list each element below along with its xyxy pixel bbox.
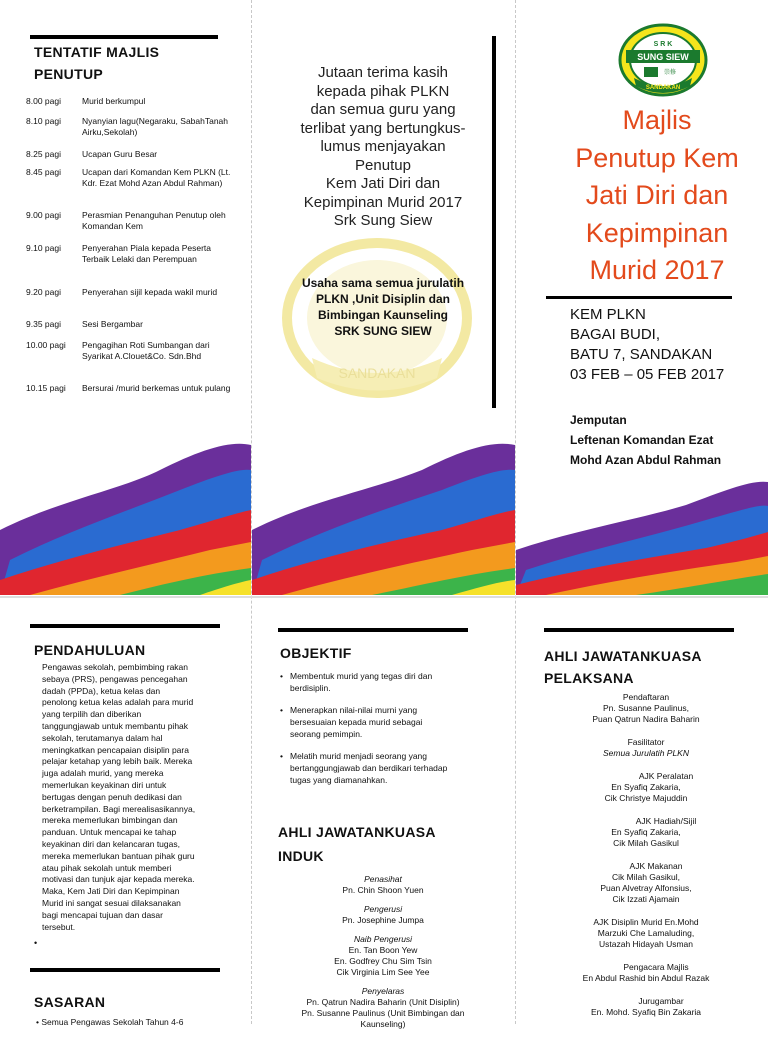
ajk-block (546, 962, 746, 984)
objektif-line: berdisiplin. (290, 683, 331, 693)
committee-name: Cik Virginia Lim See Yee (336, 967, 430, 977)
objektif-item (280, 670, 492, 694)
pendahuluan-line: penolong ketua kelas adalah para murid (42, 697, 194, 708)
ajk-line: En. Mohd. Syafiq Bin Zakaria (590, 1007, 702, 1017)
schedule-time: 9.20 pagi (26, 287, 61, 297)
thanks-line: Penutup (355, 156, 411, 174)
ajk-line: Ustazah Hidayah Usman (598, 939, 693, 949)
ajk-line: Puan Alvetray Alfonsius, (600, 883, 692, 893)
thanks-line: Jutaan terima kasih (317, 64, 449, 81)
ajk-block (546, 996, 746, 1018)
cover-left-rule (492, 36, 496, 408)
collab-message (252, 275, 514, 339)
cover-panel (516, 0, 768, 467)
schedule-time: 10.15 pagi (26, 383, 66, 393)
pendahuluan-line: meningkatkan pencapaian disiplin para (42, 744, 189, 755)
ajk-line: AJK Hadiah/Sijil (635, 816, 697, 826)
ajk-line: Pengacara Majlis (623, 962, 689, 972)
pendahuluan-title: PENDAHULUAN (34, 642, 146, 658)
committee-name: En. Tan Boon Yew (348, 945, 418, 955)
committee-group (252, 904, 514, 926)
header-rule (544, 628, 734, 632)
pendahuluan-line: Pengawas sekolah, pembimbing rakan (42, 662, 189, 672)
pendahuluan-line: mereka memerlukan bimbingan dan (42, 815, 178, 826)
committee-group (252, 986, 514, 1030)
pendahuluan-line: Maka, Kem Jati Diri dan Kepimpinan (42, 886, 180, 897)
school-logo (618, 22, 708, 98)
invite-line: Leftenan Komandan Ezat (570, 433, 714, 447)
header-rule (30, 35, 218, 39)
schedule-event: Bersurai /murid berkemas untuk pulang (82, 383, 231, 393)
committee-role: Pengerusi (363, 904, 403, 914)
pendahuluan-line: mereka memerlukan bantuan pihak guru (42, 850, 195, 861)
logo-book (644, 67, 658, 77)
pelaksana-title (544, 648, 702, 686)
thanks-line: Srk Sung Siew (333, 212, 433, 229)
pelaksana-title-line: PELAKSANA (544, 670, 634, 686)
schedule-time: 8.00 pagi (26, 96, 61, 106)
tentatif-panel (0, 0, 250, 410)
ajk-line: Cik Milah Gasikul, (611, 872, 681, 882)
schedule-event: Penyerahan Piala kepada Peserta Terbaik Lelaki dan Perempuan (82, 243, 212, 264)
thanks-line: terlibat yang bertungkus- (300, 119, 466, 137)
objektif-item (280, 704, 492, 740)
ajk-line: Marzuki Che Lamaluding, (597, 928, 695, 938)
ajk-line: AJK Makanan (629, 861, 683, 871)
cover-title-rule (546, 296, 732, 299)
bullet-icon: • (280, 705, 283, 715)
ajk-line: Puan Qatrun Nadira Baharin (592, 714, 700, 724)
cover-venue (570, 305, 768, 385)
thanks-line: kepada pihak PLKN (316, 82, 450, 100)
pendahuluan-line: bertugas dengan penuh dedikasi dan (42, 791, 182, 802)
induk-list (252, 874, 514, 1038)
committee-name: En. Godfrey Chu Sim Tsin (334, 956, 432, 966)
tentatif-title-line: PENUTUP (34, 66, 103, 82)
committee-name: Pn. Chin Shoon Yuen (342, 885, 424, 895)
committee-group (252, 874, 514, 896)
logo-top-text: S R K (653, 41, 673, 48)
pendahuluan-line: tersebut. (42, 921, 76, 932)
watermark-text: SANDAKAN (338, 365, 416, 381)
induk-title-line: AHLI JAWATANKUASA (278, 824, 436, 840)
thanks-line: dan semua guru yang (310, 101, 456, 118)
ajk-block (546, 737, 746, 759)
pendahuluan-line: Murid ini sangat sesuai dilaksanakan (42, 897, 181, 908)
objektif-line: bersesuaian kepada murid sebagai (290, 717, 423, 727)
pelaksana-list (546, 692, 746, 1030)
ajk-block (546, 861, 746, 905)
objektif-line: seorang pemimpin. (290, 729, 363, 739)
committee-group (252, 934, 514, 978)
invite-line: Jemputan (570, 413, 627, 427)
induk-title-line: INDUK (278, 848, 324, 864)
ajk-line: AJK Peralatan (638, 771, 694, 781)
pendahuluan-line: pelajar ketahap yang lebih baik. Mereka (42, 756, 193, 767)
committee-role: Naib Pengerusi (353, 934, 413, 944)
pendahuluan-line: memerlukan keyakinan diri untuk (42, 779, 167, 790)
tentatif-title-line: TENTATIF MAJLIS (34, 44, 160, 60)
ajk-block (546, 771, 746, 804)
schedule-event: Perasmian Penanguhan Penutup oleh Komandan Kem (82, 210, 226, 231)
induk-title (278, 824, 436, 864)
sasaran-text: Semua Pengawas Sekolah Tahun 4-6 (41, 1017, 184, 1027)
thanks-message (252, 64, 514, 231)
committee-name: Kaunseling) (360, 1019, 406, 1029)
schedule-time: 8.25 pagi (26, 149, 61, 159)
pendahuluan-panel (0, 598, 250, 1027)
schedule-time: 10.00 pagi (26, 340, 66, 350)
schedule-event: Penyerahan sijil kepada wakil murid (82, 287, 218, 297)
pendahuluan-line: motivasi dan tunjuk ajar kepada mereka. (42, 874, 195, 885)
objektif-title: OBJEKTIF (280, 645, 352, 661)
pendahuluan-line: yang terpilih dan diberikan (42, 709, 142, 720)
bullet-icon: • (280, 671, 283, 681)
committee-name: Pn. Qatrun Nadira Baharin (Unit Disiplin) (306, 997, 460, 1007)
tentatif-title (34, 44, 159, 82)
collab-line: Bimbingan Kaunseling (317, 308, 448, 322)
pendahuluan-line: sekolah, terutamanya dalam hal (42, 732, 163, 743)
objektif-list (280, 670, 492, 796)
schedule-time: 8.45 pagi (26, 167, 61, 177)
header-rule (30, 968, 220, 972)
ajk-line: Cik Izzati Ajamain (612, 894, 680, 904)
committee-name: Pn. Josephine Jumpa (342, 915, 424, 925)
collab-line: PLKN ,Unit Disiplin dan (316, 292, 450, 306)
pendahuluan-line: sebaya (PRS), pengawas pencegahan (42, 673, 188, 684)
schedule-time: 8.10 pagi (26, 116, 61, 126)
venue-line: BATU 7, SANDAKAN (570, 346, 713, 363)
ajk-block (546, 692, 746, 725)
objektif-line: tugas yang diamanahkan. (290, 775, 388, 785)
thanks-line: lumus menjayakan (320, 138, 446, 155)
schedule-time: 9.10 pagi (26, 243, 61, 253)
sasaran-item: • Semua Pengawas Sekolah Tahun 4-6 (36, 1017, 184, 1027)
schedule-event: Ucapan dari Komandan Kem PLKN (Lt. Kdr. Ezat Mohd Azan Abdul Rahman) (82, 167, 231, 188)
cover-title-line: Penutup Kem (575, 142, 739, 173)
objektif-panel (252, 598, 514, 1029)
pendahuluan-line: panduan. Untuk mencapai ke tahap (42, 827, 177, 838)
objektif-item (280, 750, 492, 786)
ajk-line: Jurugambar (638, 996, 684, 1006)
ajk-line: Cik Milah Gasikul (613, 838, 679, 848)
cover-title-line: Kepimpinan (585, 217, 729, 248)
cover-title-line: Majlis (622, 105, 692, 135)
thanks-line: Kepimpinan Murid 2017 (303, 193, 463, 211)
paint-splash-right (516, 470, 768, 595)
venue-line: BAGAI BUDI, (570, 326, 661, 343)
pendahuluan-line: dadah (PPDa), ketua kelas dan (42, 685, 161, 696)
bullet-icon: • (280, 751, 283, 761)
paint-splash-left (0, 410, 251, 595)
schedule-event: Nyanyian lagu(Negaraku, SabahTanah Airku,Sekolah) (82, 116, 229, 137)
objektif-line: Membentuk murid yang tegas diri dan (290, 671, 433, 681)
pendahuluan-line: atau pihak sekolah untuk memberi (42, 862, 172, 873)
logo-banner-text: SUNG SIEW (637, 52, 689, 62)
pelaksana-title-line: AHLI JAWATANKUASA (544, 648, 702, 664)
cover-title-line: Jati Diri dan (585, 180, 729, 210)
ajk-block (546, 917, 746, 950)
ajk-line: Pendaftaran (622, 692, 670, 702)
ajk-line: Pn. Susanne Paulinus, (602, 703, 689, 713)
ajk-line: En Syafiq Zakaria, (611, 782, 681, 792)
ajk-line: Cik Christye Majuddin (604, 793, 688, 803)
paint-splash-middle (252, 410, 515, 595)
ajk-line: AJK Disiplin Murid En.Mohd (593, 917, 699, 927)
logo-chinese: 崇修 (663, 69, 677, 76)
schedule-event: Pengagihan Roti Sumbangan dari Syarikat A.Clouet&Co. Sdn.Bhd (82, 340, 210, 361)
logo-bottom-text: SANDAKAN (645, 85, 681, 91)
schedule-time: 9.00 pagi (26, 210, 61, 220)
ajk-line: Semua Jurulatih PLKN (603, 748, 689, 758)
sasaran-title: SASARAN (34, 994, 106, 1010)
schedule-event: Ucapan Guru Besar (82, 149, 158, 159)
objektif-line: bertanggungjawab dan berdikari terhadap (290, 763, 448, 773)
committee-role: Penyelaras (361, 986, 405, 996)
cover-invite (570, 410, 768, 470)
ajk-block (546, 816, 746, 849)
collab-line: Usaha sama semua jurulatih (301, 276, 465, 290)
pelaksana-panel (516, 598, 768, 1024)
header-rule (278, 628, 468, 632)
ajk-line: En Syafiq Zakaria, (611, 827, 681, 837)
objektif-line: Melatih murid menjadi seorang yang (290, 751, 428, 761)
header-rule (30, 624, 220, 628)
schedule-event: Murid berkumpul (82, 96, 146, 106)
invite-line: Mohd Azan Abdul Rahman (570, 453, 722, 467)
collab-line: SRK SUNG SIEW (334, 324, 432, 338)
pendahuluan-line: tanggungjawab untuk membantu pihak (42, 720, 189, 731)
objektif-line: Menerapkan nilai-nilai murni yang (290, 705, 418, 715)
pendahuluan-line: bagi mencapai tujuan dan dasar (42, 909, 163, 920)
schedule-event: Sesi Bergambar (82, 319, 143, 329)
pendahuluan-line: juga adalah murid, yang mereka (42, 768, 164, 779)
pendahuluan-body (42, 662, 252, 933)
cover-title (546, 102, 768, 290)
thanks-line: Kem Jati Diri dan (325, 175, 441, 192)
venue-line: KEM PLKN (570, 306, 646, 323)
thanks-panel (252, 0, 514, 410)
committee-role: Penasihat (364, 874, 402, 884)
pendahuluan-bullet: • (34, 938, 38, 948)
cover-title-line: Murid 2017 (589, 255, 725, 285)
committee-name: Pn. Susanne Paulinus (Unit Bimbingan dan (301, 1008, 465, 1018)
pendahuluan-line: berketrampilan. Bagi merealisasikannya, (42, 803, 196, 814)
venue-line: 03 FEB – 05 FEB 2017 (570, 366, 725, 383)
ajk-line: Fasilitator (627, 737, 665, 747)
schedule-time: 9.35 pagi (26, 319, 61, 329)
pendahuluan-line: keyakinan diri dan kelancaran tugas, (42, 838, 180, 849)
ajk-line: En Abdul Rashid bin Abdul Razak (582, 973, 710, 983)
